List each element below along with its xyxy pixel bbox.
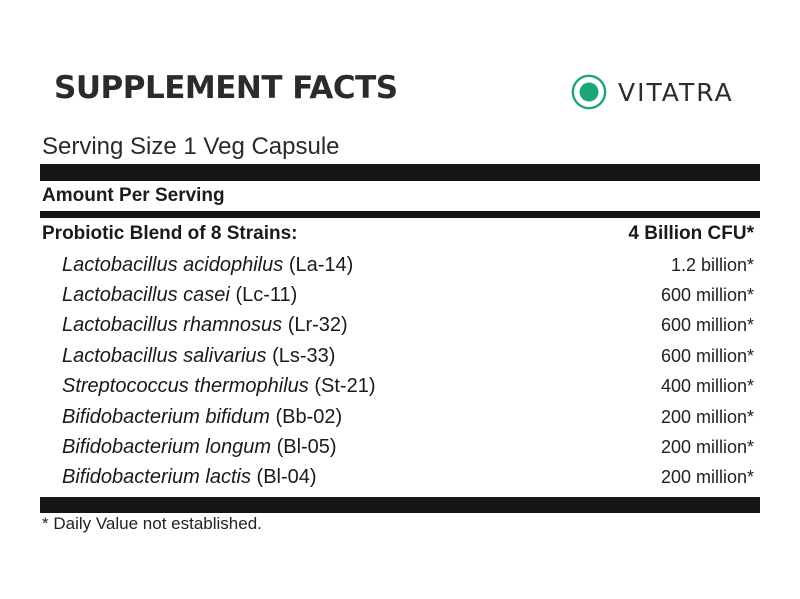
strain-code: (Bl-04) [256, 466, 317, 489]
strain-amount: 200 million* [660, 437, 754, 458]
strain-row [40, 280, 760, 310]
strain-code: (Bb-02) [275, 405, 343, 428]
strain-name [62, 436, 337, 459]
strain-row [40, 432, 760, 462]
strain-species: Bifidobacterium lactis [62, 466, 251, 489]
strain-row [40, 341, 760, 371]
strain-species: Streptococcus thermophilus [62, 375, 309, 398]
strain-code: (Lr-32) [287, 314, 348, 337]
strain-amount: 600 million* [660, 345, 754, 366]
strain-name [62, 375, 375, 398]
amount-per-serving: Amount Per Serving [42, 185, 225, 206]
strain-name [62, 284, 297, 307]
strain-species: Lactobacillus rhamnosus [62, 314, 283, 337]
blend-value: 4 Billion CFU* [628, 223, 754, 244]
strain-row [40, 402, 760, 432]
strain-code: (Lc-11) [235, 284, 298, 307]
brand-name: VITATRA [618, 77, 734, 107]
strain-name [62, 466, 317, 489]
strain-species: Lactobacillus casei [62, 284, 230, 307]
supplement-facts-panel [40, 130, 760, 513]
blend-label: Probiotic Blend of 8 Strains: [42, 223, 298, 244]
brand [570, 73, 734, 111]
blend-row [40, 218, 760, 250]
strain-species: Lactobacillus salivarius [62, 344, 267, 367]
circle-dot-logo-icon [570, 73, 608, 111]
strain-row [40, 463, 760, 493]
serving-size: Serving Size 1 Veg Capsule [42, 133, 340, 160]
strain-row [40, 372, 760, 402]
strain-amount: 600 million* [660, 315, 754, 336]
strain-code: (Bl-05) [276, 436, 337, 459]
strain-species: Lactobacillus acidophilus [62, 253, 284, 276]
strain-amount: 200 million* [660, 467, 754, 488]
strain-species: Bifidobacterium longum [62, 436, 271, 459]
strain-name [62, 314, 348, 337]
strain-row [40, 250, 760, 280]
divider-medium [40, 211, 760, 218]
strain-code: (St-21) [314, 375, 376, 398]
strain-code: (Ls-33) [272, 344, 336, 367]
footnote: * Daily Value not established. [42, 514, 262, 533]
divider-bottom [40, 497, 760, 513]
strain-amount: 600 million* [660, 285, 754, 306]
divider-thick [40, 164, 760, 181]
strain-list [40, 250, 760, 493]
strain-amount: 1.2 billion* [670, 254, 754, 275]
page-title: SUPPLEMENT FACTS [54, 70, 398, 106]
strain-code: (La-14) [288, 253, 354, 276]
strain-species: Bifidobacterium bifidum [62, 405, 270, 428]
strain-amount: 400 million* [660, 376, 754, 397]
strain-name [62, 345, 335, 368]
strain-row [40, 311, 760, 341]
strain-name [62, 406, 342, 429]
strain-name [62, 254, 353, 277]
strain-amount: 200 million* [660, 406, 754, 427]
